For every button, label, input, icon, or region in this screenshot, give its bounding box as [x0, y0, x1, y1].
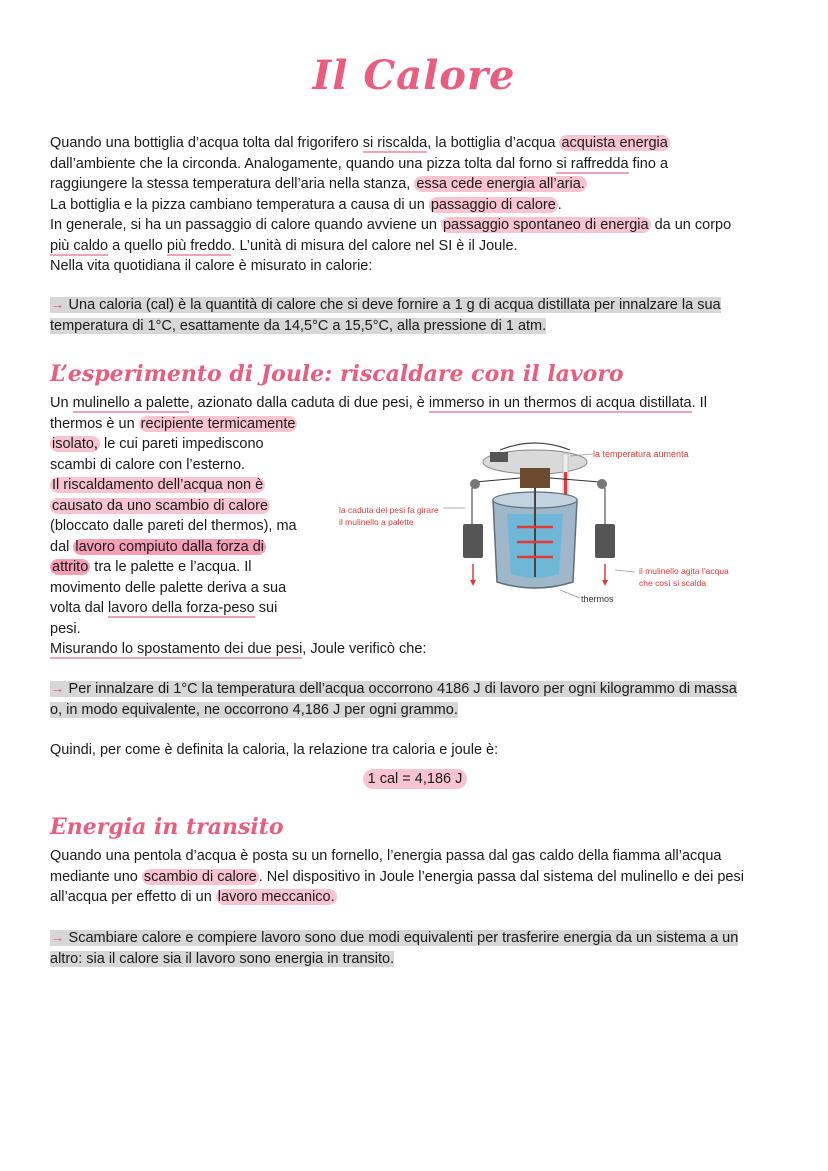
left-weight	[463, 524, 483, 558]
transit-paragraph: Quando una pentola d’acqua è posta su un fornello, l’energia passa dal gas caldo della fiamma all’acqua mediante uno scambio di calore . Nel dispositivo in Joule l’energia passa dal sistema del mulinello e dei pesi all’acqua per effetto di un lavoro meccanico.	[50, 848, 744, 905]
highlight: passaggio di calore	[430, 196, 556, 213]
left-pulley	[470, 479, 480, 489]
joule-section-heading: L’esperimento di Joule: riscaldare con il lavoro	[50, 361, 624, 387]
highlight: causato da uno scambio di calore	[52, 497, 269, 514]
label-temperature: la temperatura aumenta	[593, 449, 689, 459]
intro-line-7: Nella vita quotidiana il calore è misurato in calorie:	[50, 258, 373, 274]
calorie-def-line-2: temperatura di 1°C, esattamente da 14,5°C a 15,5°C, alla pressione di 1 atm.	[50, 317, 547, 334]
label-fall-2: il mulinello a palette	[339, 517, 414, 527]
label-stir-2: che così si scalda	[639, 578, 707, 588]
intro-line-4: La bottiglia e la pizza cambiano temperatura a causa di un passaggio di calore .	[50, 196, 562, 213]
arrow-right-icon: →	[50, 297, 65, 313]
arrow-right-icon: →	[50, 681, 65, 697]
intro-line-1: Quando una bottiglia d’acqua tolta dal frigorifero si riscalda, la bottiglia d’acqua acquista energia	[50, 135, 668, 151]
highlight: acquista energia	[561, 135, 668, 151]
intro-line-3: raggiungere la stessa temperatura dell’aria nella stanza, essa cede energia all’aria.	[50, 176, 585, 192]
highlight: passaggio spontaneo di energia	[442, 217, 649, 233]
highlight: essa cede energia all’aria.	[416, 176, 585, 192]
page-title: Il Calore	[312, 52, 516, 99]
highlight: scambio di calore	[143, 868, 257, 885]
label-thermos: thermos	[581, 594, 614, 604]
arrow-right-icon: →	[50, 930, 65, 946]
intro-line-5: In generale, si ha un passaggio di calore quando avviene un passaggio spontaneo di energia da un corpo	[50, 217, 732, 233]
highlight: recipiente termicamente	[140, 415, 296, 432]
relation-text: Quindi, per come è definita la caloria, la relazione tra caloria e joule è:	[50, 742, 499, 758]
joule-definition: → Per innalzare di 1°C la temperatura dell’acqua occorrono 4186 J di lavoro per ogni kilogrammo di massa o, in modo equivalente, ne occorrono 4,186 J per ogni grammo.	[50, 681, 737, 718]
calorie-def-line-1: → Una caloria (cal) è la quantità di calore che si deve fornire a 1 g di acqua distillata per innalzare la sua	[50, 297, 721, 313]
joule-conclusion: Misurando lo spostamento dei due pesi, Joule verificò che:	[50, 641, 427, 657]
right-pulley	[597, 479, 607, 489]
highlight: isolato,	[52, 436, 98, 452]
joule-apparatus-figure	[325, 432, 765, 612]
joule-paragraph: thermos è un recipiente termicamente isolato, le cui pareti impediscono scambi di calore con l’esterno. Il riscaldamento dell’acqua non è causato da uno scambio di calore (bloccato dalle pareti del thermos), ma dal lavoro compiuto dalla forza di attrito tra le palette e l’acqua. Il movimento delle palette deriva a sua volta dal lavoro della forza-peso sui pesi.	[50, 415, 297, 637]
intro-paragraph	[50, 133, 780, 277]
joule-line-1: Un mulinello a palette, azionato dalla caduta di due pesi, è immerso in un thermos di acqua distillata. Il	[50, 395, 707, 411]
intro-line-6: più caldo a quello più freddo. L’unità di misura del calore nel SI è il Joule.	[50, 237, 518, 254]
highlight: lavoro meccanico.	[217, 889, 335, 905]
formula-badge: 1 cal = 4,186 J	[363, 769, 467, 789]
drum	[520, 468, 550, 488]
intro-line-2: dall’ambiente che la circonda. Analogamente, quando una pizza tolta dal forno si raffredda fino a	[50, 155, 669, 172]
transit-definition: → Scambiare calore e compiere lavoro sono due modi equivalenti per trasferire energia da un sistema a un altro: sia il calore sia il lavoro sono energia in transito.	[50, 930, 739, 967]
calorie-definition	[50, 295, 780, 336]
highlight: attrito	[52, 559, 89, 575]
highlight: lavoro compiuto dalla forza di	[75, 538, 264, 555]
rotation-arrow	[500, 443, 570, 450]
highlight: Il riscaldamento dell’acqua non è	[52, 477, 264, 493]
right-weight	[595, 524, 615, 558]
label-stir-1: il mulinello agita l’acqua	[639, 566, 729, 576]
label-fall-1: la caduta dei pesi fa girare	[339, 505, 439, 515]
crank	[490, 452, 508, 462]
transit-section-heading: Energia in transito	[50, 814, 284, 840]
